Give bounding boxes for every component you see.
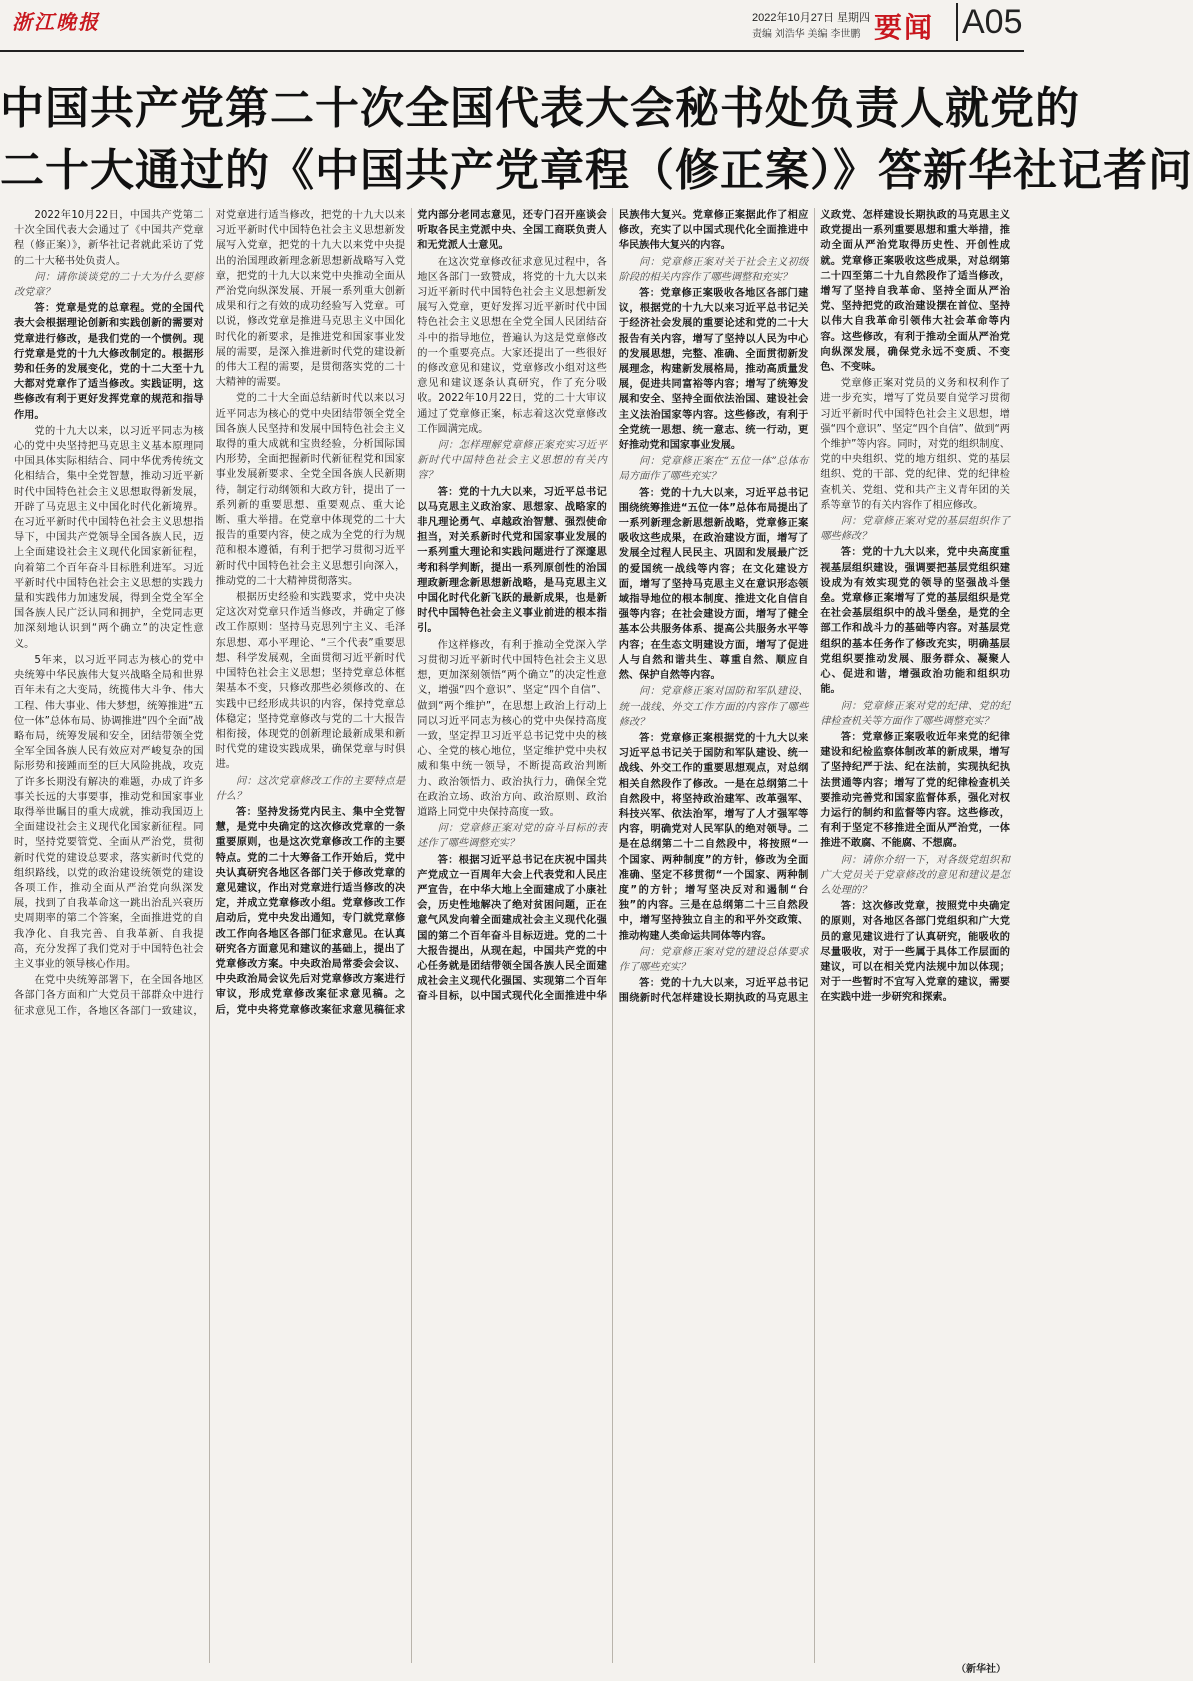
headline	[0, 78, 1193, 202]
article-paragraph: 根据历史经验和实践要求，党中央决定这次对党章只作适当修改，并确定了修改工作原则：坚持马克思列宁主义、毛泽东思想、邓小平理论、“三个代表”重要思想、科学发展观，全面贯彻习近平新时代中国特色社会主义思想；坚持党章总体框架基本不变，只修改那些必须修改的、在实践中已经形成共识的内容，保持党章总体稳定；坚持党章修改与党的二十大报告相衔接，体现党的创新理论最新成果和新时代党的建设实践成果，确保党章与时俱进。	[215, 592, 406, 771]
question-paragraph: 问：党章修正案对党的奋斗目标的表述作了哪些调整充实？	[417, 823, 607, 850]
article-paragraph: 在党中央统筹部署下，在全国各地区各部门各方面和广大党员干部群众中进行征求意见工作，各地区各部门一致建议，对党章进行适当修改，把党的十九大以来习近平新时代中国特色社会主义思想新发展写入党章，把党的十九大以来党中央提出的治国理政新理念新思想新战略写入党章，把党的十九大以来党中央推动全面从严治党向纵深发展、开展一系列重大创新成果和行之有效的成功经验写入党章。可以说，修改党章是推进马克思主义中国化时代化的新要求，是推进党和国家事业发展的需要，是深入推进新时代党的建设新的伟大工程的需要，是贯彻落实党的二十大精神的需要。	[14, 210, 406, 1017]
question-paragraph: 问：党章修正案在“五位一体”总体布局方面作了哪些充实？	[618, 456, 809, 483]
article-paragraph: 2022年10月22日，中国共产党第二十次全国代表大会通过了《中国共产党章程（修正案）》，新华社记者就此采访了党的二十大秘书处负责人。	[14, 210, 204, 267]
article-paragraph: 作这样修改，有利于推动全党深入学习贯彻习近平新时代中国特色社会主义思想，更加深刻领悟“两个确立”的决定性意义，增强“四个意识”、坚定“四个自信”、做到“两个维护”，在思想上政治上行动上同以习近平同志为核心的党中央保持高度一致，坚定捍卫习近平总书记党中央的核心、全党的核心地位，坚定维护党中央权威和集中统一领导，不断提高政治判断力、政治领悟力、政治执行力，确保全党在政治立场、政治方向、政治原则、政治道路上同党中央保持高度一致。	[417, 639, 607, 818]
question-paragraph: 问：党章修正案对国防和军队建设、统一战线、外交工作方面的内容作了哪些修改？	[618, 686, 809, 728]
question-paragraph: 问：请你谈谈党的二十大为什么要修改党章？	[14, 271, 204, 299]
question-paragraph: 问：党章修正案对党的基层组织作了哪些修改？	[820, 516, 1010, 543]
answer-paragraph: 答：党的十九大以来，习近平总书记围绕新时代怎样建设长期执政的马克思主义政党、怎样建设长期执政的马克思主义政党提出一系列重要思想和重大举措，推动全面从严治党取得历史性、开创性成就。党章修正案吸收这些成果，对总纲第二十四至第二十九自然段作了适当修改，增写了坚持自我革命、坚持全面从严治党、坚持把党的政治建设摆在首位、坚持以伟大自我革命引领伟大社会革命等内容。这些修改，有利于推动全面从严治党向纵深发展，确保党永远不变质、不变色、不变味。	[618, 210, 1010, 1005]
answer-paragraph: 答：党章修正案根据党的十九大以来习近平总书记关于国防和军队建设、统一战线、外交工作的重要思想观点，对总纲相关自然段作了修改。一是在总纲第二十自然段中，将坚持政治建军、改革强军、科技兴军、依法治军，增写了人才强军等内容，明确党对人民军队的绝对领导。二是在总纲第二十二自然段中，将按照“一个国家、两种制度”的方针，修改为全面准确、坚定不移贯彻“一个国家、两种制度”的方针；增写坚决反对和遏制“台独”的内容。三是在总纲第二十三自然段中，增写坚持独立自主的和平外交政策、推动构建人类命运共同体等内容。	[618, 732, 809, 942]
question-paragraph: 问：请你介绍一下，对各级党组织和广大党员关于党章修改的意见和建议是怎么处理的？	[820, 854, 1010, 896]
answer-paragraph: 答：党的十九大以来，党中央高度重视基层组织建设，强调要把基层党组织建设成为有效实现党的领导的坚强战斗堡垒。党章修正案增写了党的基层组织是党在社会基层组织中的战斗堡垒，是党的全部工作和战斗力的基础等内容。对基层党组织的基本任务作了修改充实，明确基层党组织要推动发展、服务群众、凝聚人心、促进和谐，增强政治功能和组织功能。	[820, 547, 1010, 696]
answer-paragraph: 答：党章修正案吸收近年来党的纪律建设和纪检监察体制改革的新成果，增写了坚持纪严于法、纪在法前，实现执纪执法贯通等内容；增写了党的纪律检查机关要推动完善党和国家监督体系，强化对权力运行的制约和监督等内容。这些修改，有利于坚定不移推进全面从严治党，一体推进不敢腐、不能腐、不想腐。	[820, 731, 1010, 850]
headline-line-2: 二十大通过的《中国共产党章程（修正案）》答新华社记者问	[0, 145, 1193, 196]
article-paragraph: 党的二十大全面总结新时代以来以习近平同志为核心的党中央团结带领全党全国各族人民坚持和发展中国特色社会主义取得的重大成就和宝贵经验，分析国际国内形势，全面把握新时代新征程党和国家事业发展新要求、全党全国各族人民新期待，制定行动纲领和大政方针，提出了一系列新的重要思想、重要观点、重大论断、重大举措。在党章中体现党的二十大报告的重要内容，使之成为全党的行为规范和根本遵循，有利于把学习贯彻习近平新时代中国特色社会主义思想引向深入，推动党的二十大精神贯彻落实。	[215, 393, 406, 587]
question-paragraph: 问：怎样理解党章修正案充实习近平新时代中国特色社会主义思想的有关内容？	[417, 440, 607, 482]
answer-paragraph: 答：党章是党的总章程。党的全国代表大会根据理论创新和实践创新的需要对党章进行修改，是我们党的一个惯例。现行党章是党的十九大修改制定的。根据形势和任务的发展变化，党的十二大至十九大都对党章作了适当修改。实践证明，这些修改有利于更好发挥党章的规范和指导作用。	[14, 303, 204, 421]
page-number: A05	[956, 3, 1023, 41]
headline-line-1: 中国共产党第二十次全国代表大会秘书处负责人就党的	[0, 83, 1080, 134]
newspaper-logo: 浙江晚报	[12, 10, 100, 34]
answer-paragraph: 答：坚持发扬党内民主、集中全党智慧，是党中央确定的这次修改党章的一条重要原则，也是这次党章修改工作的主要特点。党的二十大筹备工作开始后，党中央认真研究各地区各部门关于修改党章的意见建议，作出对党章进行适当修改的决定，并成立党章修改小组。党章修改工作启动后，党中央发出通知，专门就党章修改工作向各地区各部门征求意见。在认真研究各方面意见和建议的基础上，提出了党章修改方案。中央政治局常委会会议、中央政治局会议先后对党章修改方案进行审议，形成党章修改案征求意见稿。之后，党中央将党章修改案征求意见稿征求党内部分老同志意见，还专门召开座谈会听取各民主党派中央、全国工商联负责人和无党派人士意见。	[215, 210, 607, 1016]
question-paragraph: 问：党章修正案对党的纪律、党的纪律检查机关等方面作了哪些调整充实？	[820, 700, 1010, 727]
masthead	[0, 0, 1024, 52]
question-paragraph: 问：党章修正案对党的建设总体要求作了哪些充实？	[618, 946, 809, 973]
answer-paragraph: 答：党章修正案吸收各地区各部门建议，根据党的十九大以来习近平总书记关于经济社会发展的重要论述和党的二十大报告有关内容，增写了坚持以人民为中心的发展思想，完整、准确、全面贯彻新发展理念，构建新发展格局，推动高质量发展，促进共同富裕等内容；增写了统筹发展和安全、坚持全面依法治国、建设社会主义法治国家等内容。这些修改，有利于全党统一思想、统一意志、统一行动，更好推动党和国家事业发展。	[618, 288, 809, 452]
article-paragraph: 党章修正案对党员的义务和权利作了进一步充实，增写了党员要自觉学习贯彻习近平新时代中国特色社会主义思想，增强“四个意识”、坚定“四个自信”、做到“两个维护”等内容。同时，对党的组织制度、党的中央组织、党的地方组织、党的基层组织、党的干部、党的纪律、党的纪律检查机关、党组、党和共产主义青年团的关系等章节的有关内容作了相应修改。	[820, 378, 1010, 511]
article-paragraph: 5年来，以习近平同志为核心的党中央统筹中华民族伟大复兴战略全局和世界百年未有之大变局，统揽伟大斗争、伟大工程、伟大事业、伟大梦想，统筹推进“五位一体”总体布局、协调推进“四个全面”战略布局，统筹发展和安全，团结带领全党全军全国各族人民有效应对严峻复杂的国际形势和接踵而至的巨大风险挑战，攻克了许多长期没有解决的难题，办成了许多事关长远的大事要事，推动党和国家事业取得举世瞩目的重大成就，推动我国迈上全面建设社会主义现代化国家新征程。同时，坚持党要管党、全面从严治党，贯彻新时代党的建设总要求，落实新时代党的组织路线，以党的政治建设统领党的建设各项工作，推动全面从严治党向纵深发展，找到了自我革命这一跳出治乱兴衰历史周期率的第二个答案，全面推进党的自我净化、自我完善、自我革新、自我提高，充分发挥了我们党对于中国特色社会主义事业的领导核心作用。	[14, 654, 204, 970]
answer-paragraph: 答：党的十九大以来，习近平总书记以马克思主义政治家、思想家、战略家的非凡理论勇气、卓越政治智慧、强烈使命担当，对关系新时代党和国家事业发展的一系列重大理论和实践问题进行了深邃思考和科学判断，提出一系列原创性的治国理政新理念新思想新战略，是马克思主义中国化时代化新飞跃的最新成果，也是新时代中国特色社会主义事业前进的根本指引。	[417, 486, 607, 635]
article-body	[14, 208, 1010, 1663]
question-paragraph: 问：党章修正案对关于社会主义初级阶段的相关内容作了哪些调整和充实？	[618, 256, 809, 283]
article-paragraph: 在这次党章修改征求意见过程中，各地区各部门一致赞成，将党的十九大以来习近平新时代中国特色社会主义思想新发展写入党章，更好发挥习近平新时代中国特色社会主义思想在全党全国人民团结奋斗中的指导地位，普遍认为这是党章修改的一个重要亮点。大家还提出了一些很好的修改意见和建议，党章修改小组对这些意见和建议逐条认真研究，作了充分吸收。2022年10月22日，党的二十大审议通过了党章修正案，标志着这次党章修改工作圆满完成。	[417, 256, 607, 435]
question-paragraph: 问：这次党章修改工作的主要特点是什么？	[215, 775, 406, 802]
issue-date: 2022年10月27日 星期四	[752, 12, 870, 24]
answer-paragraph: 答：根据习近平总书记在庆祝中国共产党成立一百周年大会上代表党和人民庄严宣告，在中华大地上全面建成了小康社会，历史性地解决了绝对贫困问题，正在意气风发向着全面建成社会主义现代化强国的第二个百年奋斗目标迈进。党的二十大报告提出，从现在起，中国共产党的中心任务就是团结带领全国各族人民全面建成社会主义现代化强国、实现第二个百年奋斗目标，以中国式现代化全面推进中华民族伟大复兴。党章修正案据此作了相应修改，充实了以中国式现代化全面推进中华民族伟大复兴的内容。	[417, 210, 809, 1003]
editor-credits: 责编 刘浩华 美编 李世鹏	[752, 29, 861, 40]
article-paragraph: 党的十九大以来，以习近平同志为核心的党中央坚持把马克思主义基本原理同中国具体实际相结合、同中华优秀传统文化相结合，集中全党智慧，推动习近平新时代中国特色社会主义思想取得新发展，开辟了马克思主义中国化时代化新境界。在习近平新时代中国特色社会主义思想指导下，中国共产党领导全国各族人民，迈上全面建设社会主义现代化国家新征程，向着第二个百年奋斗目标胜利进军。习近平新时代中国特色社会主义思想的实践力量和实践伟力加速发展，得到全党全军全国各族人民广泛认同和拥护，全党同志更加深刻地认识到“两个确立”的决定性意义。	[14, 425, 204, 650]
section-title: 要闻	[874, 11, 935, 44]
answer-paragraph: 答：这次修改党章，按照党中央确定的原则，对各地区各部门党组织和广大党员的意见建议进行了认真研究，能吸收的尽量吸收，对于一些属于具体工作层面的建议，可以在相关党内法规中加以体现；对于一些暂时不宜写入党章的建议，需要在实践中进一步研究和探索。	[820, 901, 1010, 1004]
answer-paragraph: 答：党的十九大以来，习近平总书记围绕统筹推进“五位一体”总体布局提出了一系列新理念新思想新战略，党章修正案吸收这些成果，在政治建设方面，增写了发展全过程人民民主、巩固和发展最广泛的爱国统一战线等内容；在文化建设方面，增写了坚持马克思主义在意识形态领域指导地位的根本制度、推进文化自信自强等内容；在社会建设方面，增写了健全基本公共服务体系、提高公共服务水平等内容；在生态文明建设方面，增写了促进人与自然和谐共生、尊重自然、顺应自然、保护自然等内容。	[618, 487, 809, 682]
news-source: （新华社）	[956, 1664, 1006, 1675]
